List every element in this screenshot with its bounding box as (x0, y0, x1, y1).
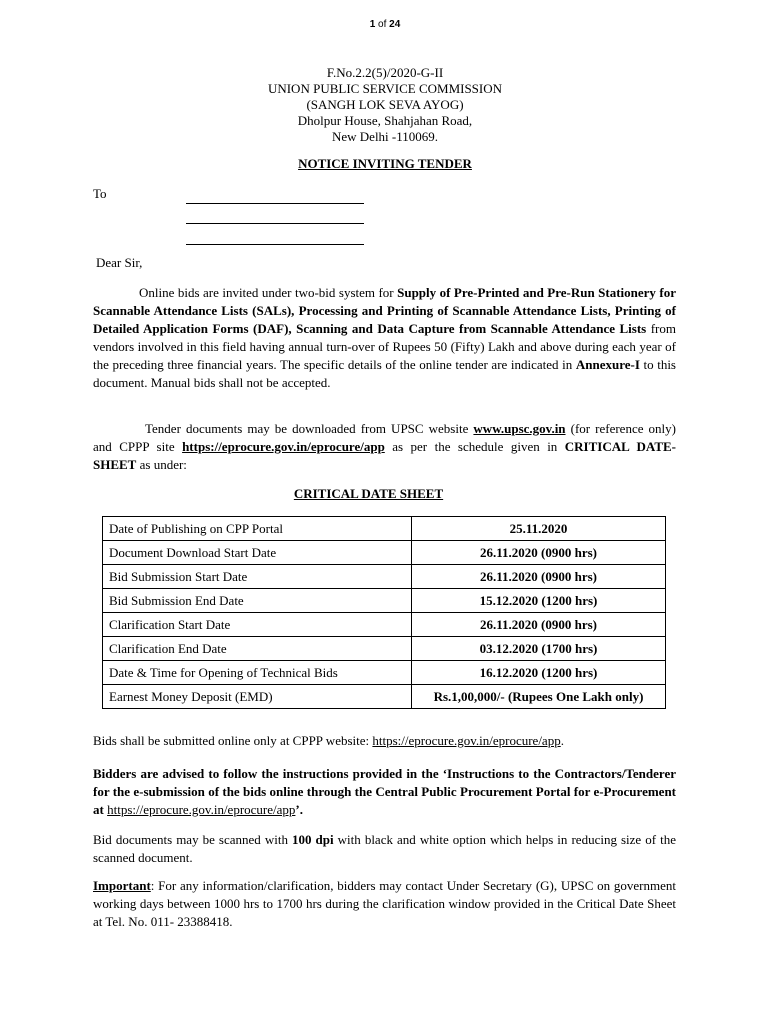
para2-text: as under: (136, 457, 187, 472)
row-value: 03.12.2020 (1700 hrs) (412, 637, 666, 661)
row-label: Date & Time for Opening of Technical Bids (103, 661, 412, 685)
paragraph-bidder-instructions (93, 765, 676, 819)
row-label: Date of Publishing on CPP Portal (103, 517, 412, 541)
table-row (103, 541, 666, 565)
address-line-1: Dholpur House, Shahjahan Road, (297, 113, 473, 128)
para1-text: to this document. Manual bids shall not be accepted. (93, 357, 676, 390)
table-row (103, 565, 666, 589)
eprocure-link[interactable]: https://eprocure.gov.in/eprocure/app (107, 802, 296, 817)
row-label: Clarification Start Date (103, 613, 412, 637)
dpi-value: 100 dpi (292, 832, 334, 847)
paragraph-submission-site (93, 732, 676, 750)
paragraph-important (93, 877, 676, 931)
file-number: F.No.2.2(5)/2020-G-II (326, 65, 444, 80)
organization-alt-name: (SANGH LOK SEVA AYOG) (306, 97, 464, 112)
para4-text: ’. (295, 802, 304, 817)
para1-text: from vendors involved in this field having annual turn-over of Rupees 50 (Fifty) Lakh and above during each year of the preceding three financial years. The specific details of the online tender are indicated in (93, 321, 676, 372)
notice-title: NOTICE INVITING TENDER (298, 156, 472, 171)
paragraph-tender-download (93, 420, 676, 474)
salutation: Dear Sir, (96, 255, 143, 270)
organization-name: UNION PUBLIC SERVICE COMMISSION (267, 81, 503, 96)
para1-text: Online bids are invited under two-bid system for (139, 285, 398, 300)
to-label: To (93, 186, 107, 201)
row-label: Document Download Start Date (103, 541, 412, 565)
row-value: Rs.1,00,000/- (Rupees One Lakh only) (412, 685, 666, 709)
para2-text: Tender documents may be downloaded from UPSC website (145, 421, 474, 436)
row-label: Clarification End Date (103, 637, 412, 661)
table-row (103, 589, 666, 613)
page-total: 24 (389, 19, 401, 30)
table-row (103, 637, 666, 661)
table-row (103, 613, 666, 637)
letter-header (0, 65, 770, 145)
annexure-ref: Annexure-I (575, 357, 640, 372)
critical-date-sheet-title: CRITICAL DATE SHEET (293, 486, 444, 501)
para2-text: as per the schedule given in (384, 439, 565, 454)
page-indicator (0, 19, 770, 30)
paragraph-online-bids (93, 284, 676, 392)
table-row (103, 517, 666, 541)
row-value: 26.11.2020 (0900 hrs) (412, 613, 666, 637)
addressee-blank-line (186, 223, 364, 224)
address-line-2: New Delhi -110069. (331, 129, 439, 144)
addressee-blank-line (186, 244, 364, 245)
row-value: 26.11.2020 (0900 hrs) (412, 541, 666, 565)
cppp-website-link[interactable]: https://eprocure.gov.in/eprocure/app (372, 733, 561, 748)
addressee-blank-line (186, 203, 364, 204)
row-label: Bid Submission End Date (103, 589, 412, 613)
critical-date-sheet-ref: CRITICAL DATE- SHEET (93, 439, 676, 472)
row-label: Earnest Money Deposit (EMD) (103, 685, 412, 709)
para4-text: Bidders are advised to follow the instructions provided in the ‘Instructions to the Contractors/Tenderer for the e-submission of the bids online through the Central Public Procurement Portal for e-Procurement at (93, 766, 676, 817)
para5-text: Bid documents may be scanned with (93, 832, 292, 847)
para2-text: (for reference only) and CPPP site (93, 421, 676, 454)
upsc-website-link[interactable]: www.upsc.gov.in (473, 421, 566, 436)
row-value: 15.12.2020 (1200 hrs) (412, 589, 666, 613)
row-label: Bid Submission Start Date (103, 565, 412, 589)
important-label: Important (93, 878, 151, 893)
para1-bold: Supply of Pre-Printed and Pre-Run Stationery for Scannable Attendance Lists (SALs), Processing and Printing of Scannable Attendance Lists, Printing of Detailed Application Forms (DAF), Scanning and Data Capture from Scannable Attendance Lists (93, 285, 676, 336)
para3-text: Bids shall be submitted online only at CPPP website: (93, 733, 373, 748)
page-current: 1 (369, 19, 376, 30)
row-value: 25.11.2020 (412, 517, 666, 541)
para6-text: : For any information/clarification, bidders may contact Under Secretary (G), UPSC on government working days between 1000 hrs to 1700 hrs during the clarification window provided in the Critical Date Sheet at Tel. No. 011- 23388418. (93, 878, 676, 929)
critical-date-table (102, 516, 666, 709)
row-value: 16.12.2020 (1200 hrs) (412, 661, 666, 685)
table-row (103, 661, 666, 685)
para5-text: with black and white option which helps in reducing size of the scanned document. (93, 832, 676, 865)
cppp-site-link[interactable]: https://eprocure.gov.in/eprocure/app (182, 439, 385, 454)
paragraph-scan-dpi (93, 831, 676, 867)
para3-text: . (560, 733, 564, 748)
page-separator: of (378, 19, 387, 30)
row-value: 26.11.2020 (0900 hrs) (412, 565, 666, 589)
table-row (103, 685, 666, 709)
